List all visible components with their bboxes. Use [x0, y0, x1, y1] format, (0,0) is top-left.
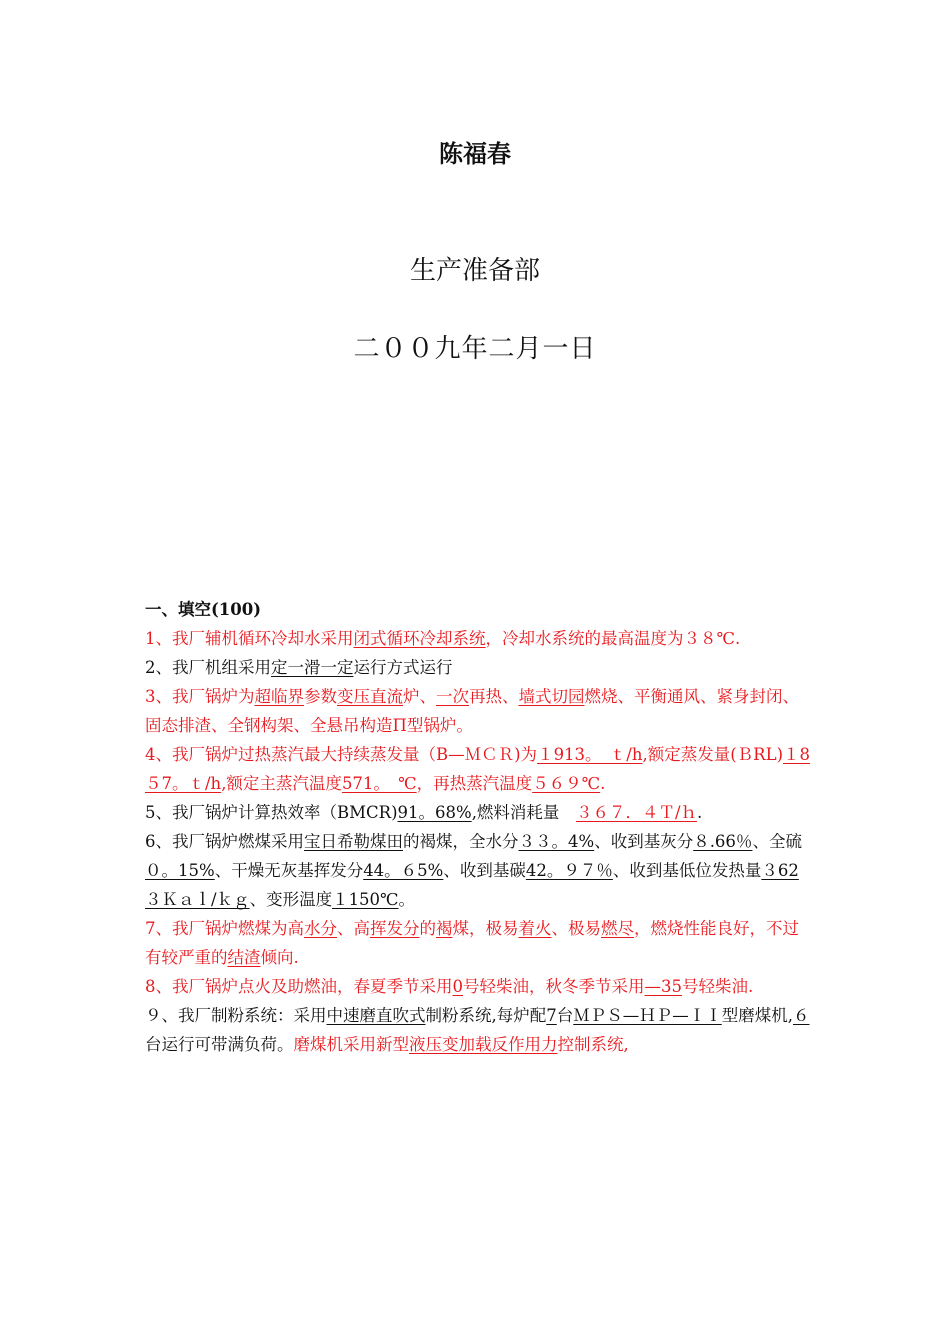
answer-blank: 宝日希勒煤田: [304, 832, 403, 851]
answer-blank: 一次: [436, 687, 469, 706]
answer-blank: 闭式循环冷却系统: [353, 629, 486, 648]
answer-blank: 变压直流: [337, 687, 403, 706]
question-text: 2、我厂机组采用: [145, 658, 271, 677]
question-section: [145, 596, 813, 1059]
answer-blank: 91。68%: [397, 803, 472, 822]
question-text: 3、我厂锅炉为: [145, 687, 255, 706]
question-item: [145, 740, 813, 798]
question-text: 的褐煤，全水分: [403, 832, 519, 851]
question-text: ,额定蒸发量(ＢRL): [642, 745, 783, 764]
section-title: 一、填空(100): [145, 600, 262, 619]
question-item: [145, 682, 813, 740]
question-text: ，再热蒸汽温度: [416, 774, 533, 793]
question-text: 煤，极易: [452, 919, 519, 938]
answer-blank: 液压变加载反作用力: [409, 1035, 558, 1054]
answer-blank: ３３。4%: [518, 832, 595, 851]
question-text: ，冷却水系统的最高温度为３８℃.: [485, 629, 741, 648]
question-text: .: [600, 774, 606, 793]
answer-blank: ＭＰＳ—ＨＰ—ＩＩ: [573, 1006, 722, 1025]
answer-blank: 7: [546, 1006, 557, 1025]
answer-blank: ８.66％: [693, 832, 753, 851]
question-text: 型磨煤机,: [721, 1006, 793, 1025]
question-text: 5、我厂锅炉计算热效率（BMCR): [145, 803, 398, 822]
department-name: 生产准备部: [409, 256, 540, 286]
answer-blank: ５６９℃: [532, 774, 601, 793]
answer-blank: 水分: [304, 919, 337, 938]
question-item: [145, 827, 813, 914]
question-text: 倾向.: [260, 948, 299, 967]
answer-blank: 结渣: [227, 948, 261, 967]
question-text: 运行方式运行: [353, 658, 453, 677]
question-text: 、变形温度: [249, 890, 333, 909]
question-text: 4、我厂锅炉过热蒸汽最大持续蒸发量（B—ＭＣＲ)为: [145, 745, 538, 764]
answer-blank: 571。 ℃: [341, 774, 417, 793]
question-text: 的: [419, 919, 436, 938]
answer-blank: ３６７．４Ｔ/ｈ: [575, 803, 697, 822]
question-text: ９、我厂制粉系统：采用: [145, 1006, 327, 1025]
question-text: 1、我厂辅机循环冷却水采用: [145, 629, 354, 648]
question-text: .: [697, 803, 703, 822]
question-text: 号轻柴油.: [682, 977, 754, 996]
question-item: [145, 972, 813, 1001]
answer-blank: ６: [793, 1006, 810, 1025]
document-date: 二００九年二月一日: [353, 334, 597, 364]
question-item: [145, 653, 813, 682]
answer-blank: 44。６5%: [363, 861, 444, 880]
question-text: ,额定主蒸汽温度: [221, 774, 342, 793]
question-item: [145, 1001, 813, 1059]
answer-blank: １913。 ｔ/h: [537, 745, 643, 764]
answer-blank: 0: [452, 977, 463, 996]
question-text: 、全硫: [752, 832, 802, 851]
question-item: [145, 624, 813, 653]
question-text: 磨煤机采用新型: [293, 1035, 409, 1054]
answer-blank: 挥发分: [370, 919, 420, 938]
question-text: 、极易: [551, 919, 601, 938]
answer-blank: —35: [644, 977, 682, 996]
question-text: 6、我厂锅炉燃煤采用: [145, 832, 304, 851]
answer-blank: 超临界: [254, 687, 304, 706]
question-text: 8、我厂锅炉点火及助燃油，春夏季节采用: [145, 977, 453, 996]
answer-blank: 着火: [518, 919, 552, 938]
question-text: 号轻柴油，秋冬季节采用: [463, 977, 645, 996]
answer-blank: 褐: [436, 919, 453, 938]
question-text: 7、我厂锅炉燃煤为高: [145, 919, 304, 938]
question-text: 、收到基碳: [443, 861, 526, 880]
question-list: [145, 624, 813, 1059]
question-text: 参数: [304, 687, 337, 706]
answer-blank: ０。15%: [145, 861, 215, 880]
question-text: 、收到基低位发热量: [612, 861, 762, 880]
answer-blank: 墙式切园: [518, 687, 585, 706]
answer-blank: １150℃: [332, 890, 399, 909]
question-text: ,燃料消耗量: [471, 803, 576, 822]
question-text: 制粉系统,每炉配: [425, 1006, 547, 1025]
answer-blank: 燃尽: [601, 919, 634, 938]
question-item: [145, 798, 813, 827]
question-text: 。: [398, 890, 416, 909]
answer-blank: ３62３Ｋａｌ/ｋｇ: [145, 861, 799, 909]
author-name: 陈福春: [439, 139, 511, 168]
question-text: 再热、: [469, 687, 519, 706]
question-text: 燃烧、平衡通风、紧身封闭、固态排渣、全钢构架、全悬吊构造Π型锅炉。: [145, 687, 799, 735]
question-text: 控制系统,: [557, 1035, 629, 1054]
question-text: 、高: [337, 919, 370, 938]
answer-blank: １8５7。ｔ/h: [145, 745, 810, 793]
question-text: 、干燥无灰基挥发分: [214, 861, 364, 880]
question-text: 台运行可带满负荷。: [145, 1035, 294, 1054]
answer-blank: 中速磨直吹式: [326, 1006, 426, 1025]
question-text: 台: [556, 1006, 574, 1025]
answer-blank: 定一滑一定: [271, 658, 354, 677]
answer-blank: 42。９７％: [525, 861, 613, 880]
question-text: 、收到基灰分: [594, 832, 694, 851]
question-item: [145, 914, 813, 972]
question-text: 炉、: [403, 687, 436, 706]
question-text: ，燃烧性能良好，不过有较严重的: [145, 919, 799, 967]
